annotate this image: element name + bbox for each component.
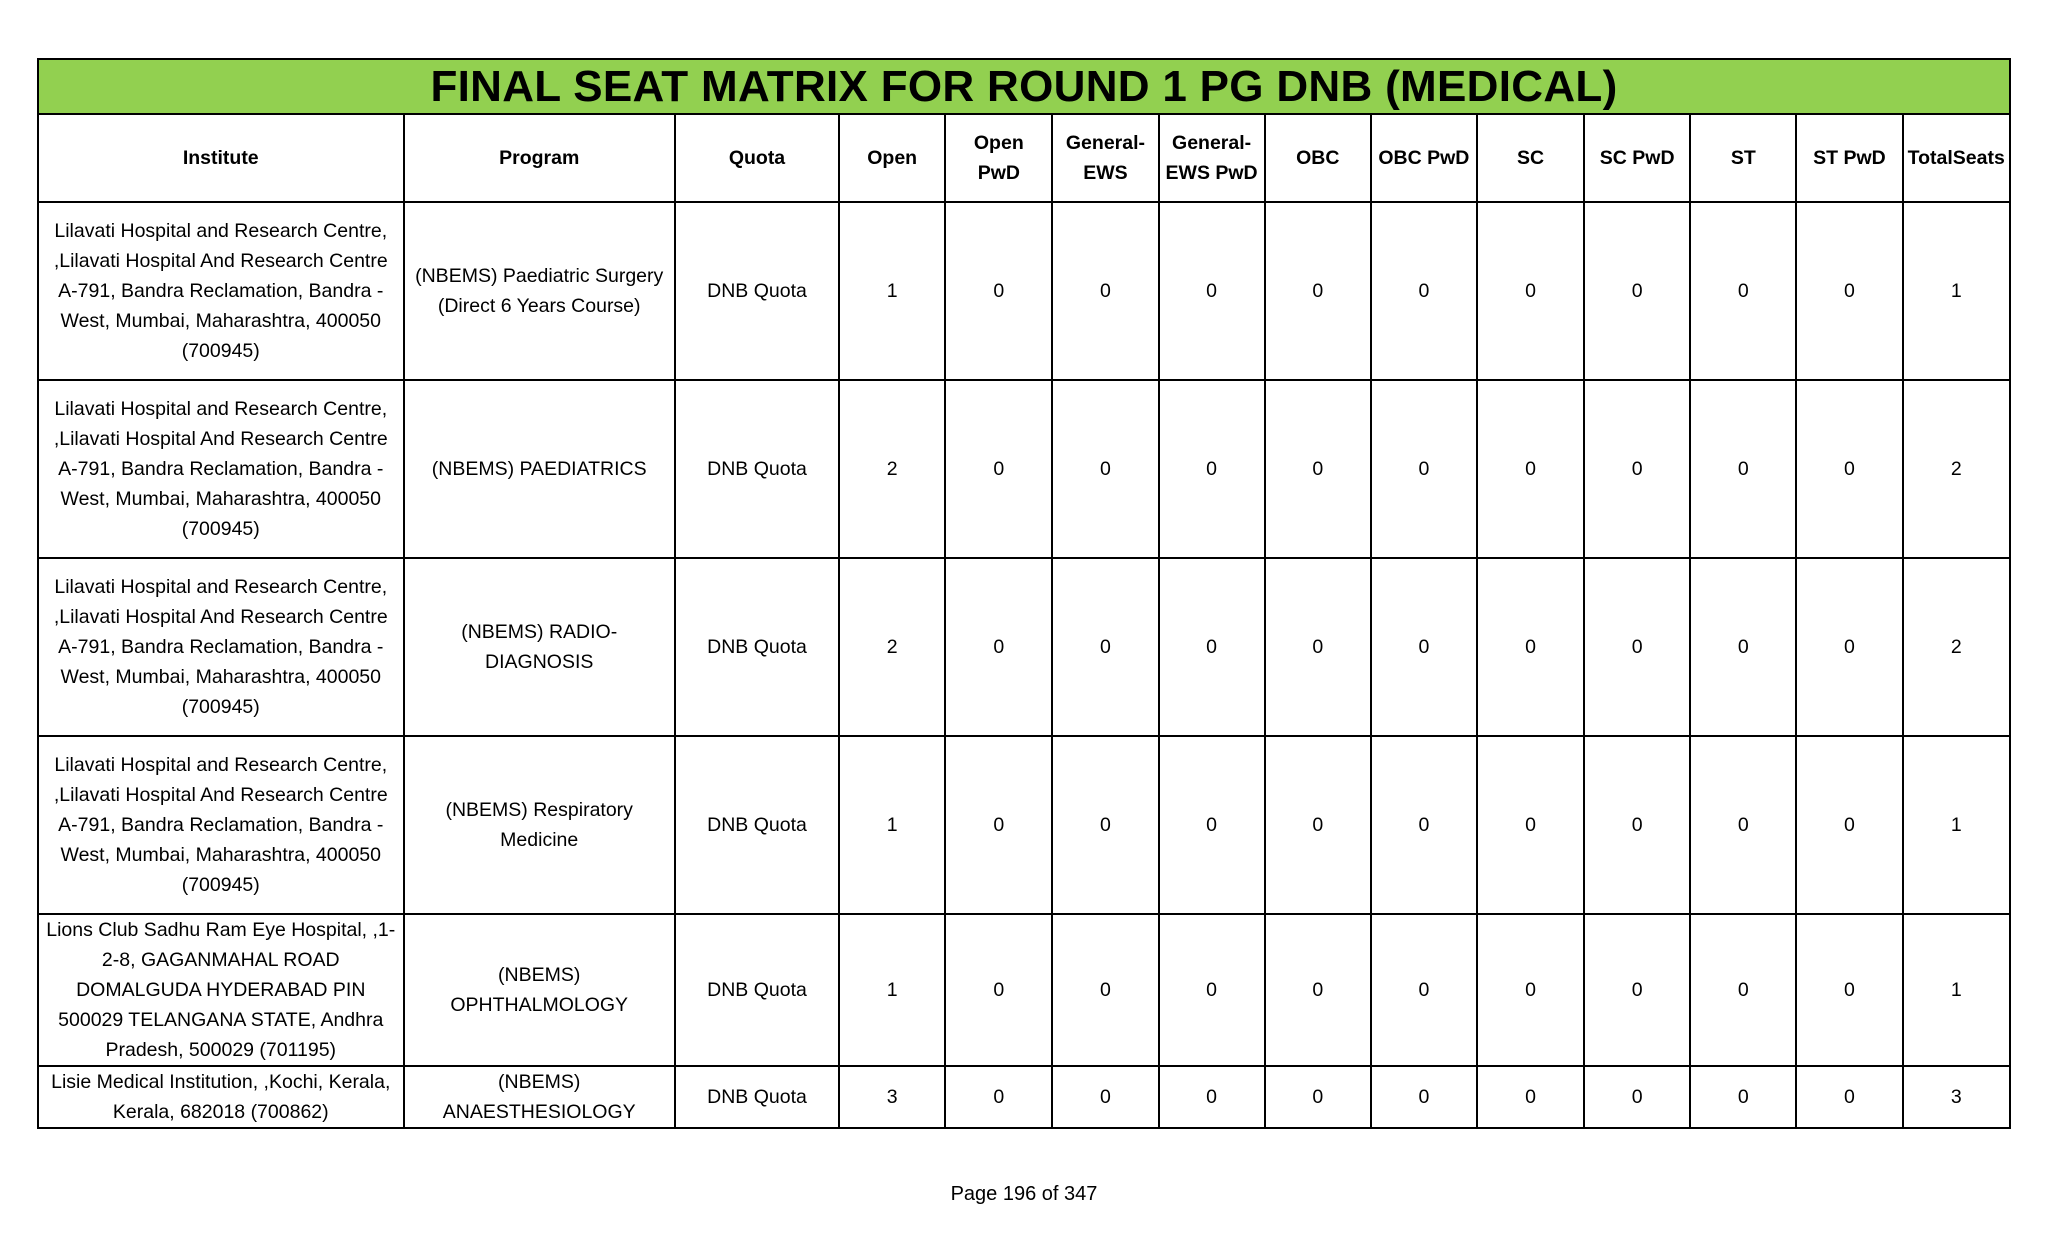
cell-open-pwd: 0	[945, 1066, 1052, 1128]
cell-sc: 0	[1477, 914, 1584, 1066]
cell-sc-pwd: 0	[1584, 202, 1690, 380]
document-title: FINAL SEAT MATRIX FOR ROUND 1 PG DNB (MEDICAL)	[38, 59, 2010, 114]
cell-quota: DNB Quota	[675, 202, 839, 380]
cell-obc-pwd: 0	[1371, 202, 1477, 380]
cell-sc-pwd: 0	[1584, 914, 1690, 1066]
cell-st-pwd: 0	[1796, 1066, 1902, 1128]
cell-st: 0	[1690, 202, 1796, 380]
cell-obc: 0	[1265, 558, 1371, 736]
seat-matrix-table	[37, 58, 2011, 1129]
header-st: ST	[1690, 114, 1796, 202]
cell-open: 1	[839, 914, 945, 1066]
cell-general-ews: 0	[1052, 1066, 1158, 1128]
header-total-seats: TotalSeats	[1903, 114, 2010, 202]
cell-obc-pwd: 0	[1371, 380, 1477, 558]
header-st-pwd: ST PwD	[1796, 114, 1902, 202]
header-obc: OBC	[1265, 114, 1371, 202]
header-sc: SC	[1477, 114, 1584, 202]
cell-program: (NBEMS) PAEDIATRICS	[404, 380, 675, 558]
table-row	[38, 202, 2010, 380]
cell-st: 0	[1690, 914, 1796, 1066]
cell-sc: 0	[1477, 736, 1584, 914]
cell-st-pwd: 0	[1796, 558, 1902, 736]
cell-sc: 0	[1477, 380, 1584, 558]
page-number: Page 196 of 347	[950, 1183, 1098, 1205]
cell-general-ews: 0	[1052, 558, 1158, 736]
cell-st-pwd: 0	[1796, 736, 1902, 914]
cell-obc: 0	[1265, 1066, 1371, 1128]
table-row	[38, 1066, 2010, 1128]
cell-general-ews-pwd: 0	[1159, 736, 1265, 914]
cell-total-seats: 2	[1903, 558, 2010, 736]
cell-total-seats: 2	[1903, 380, 2010, 558]
cell-total-seats: 1	[1903, 914, 2010, 1066]
cell-quota: DNB Quota	[675, 558, 839, 736]
cell-st-pwd: 0	[1796, 914, 1902, 1066]
header-program: Program	[404, 114, 675, 202]
cell-open: 2	[839, 380, 945, 558]
cell-obc-pwd: 0	[1371, 914, 1477, 1066]
cell-open: 3	[839, 1066, 945, 1128]
cell-sc-pwd: 0	[1584, 1066, 1690, 1128]
header-general-ews-pwd: General-EWS PwD	[1159, 114, 1265, 202]
header-row	[38, 114, 2010, 202]
cell-total-seats: 3	[1903, 1066, 2010, 1128]
cell-program: (NBEMS) Paediatric Surgery (Direct 6 Years Course)	[404, 202, 675, 380]
cell-open: 1	[839, 736, 945, 914]
cell-general-ews-pwd: 0	[1159, 914, 1265, 1066]
table-row	[38, 558, 2010, 736]
cell-program: (NBEMS) Respiratory Medicine	[404, 736, 675, 914]
table-row	[38, 380, 2010, 558]
cell-sc: 0	[1477, 202, 1584, 380]
cell-quota: DNB Quota	[675, 380, 839, 558]
cell-st: 0	[1690, 736, 1796, 914]
cell-open-pwd: 0	[945, 914, 1052, 1066]
cell-general-ews: 0	[1052, 914, 1158, 1066]
cell-general-ews: 0	[1052, 202, 1158, 380]
cell-quota: DNB Quota	[675, 1066, 839, 1128]
cell-quota: DNB Quota	[675, 914, 839, 1066]
cell-institute: Lilavati Hospital and Research Centre, ,Lilavati Hospital And Research Centre A-791, Bandra Reclamation, Bandra - West, Mumbai, Maharashtra, 400050 (700945)	[38, 202, 404, 380]
cell-st: 0	[1690, 1066, 1796, 1128]
cell-total-seats: 1	[1903, 202, 2010, 380]
cell-general-ews-pwd: 0	[1159, 558, 1265, 736]
cell-obc: 0	[1265, 380, 1371, 558]
cell-institute: Lilavati Hospital and Research Centre, ,Lilavati Hospital And Research Centre A-791, Bandra Reclamation, Bandra - West, Mumbai, Maharashtra, 400050 (700945)	[38, 736, 404, 914]
cell-program: (NBEMS) ANAESTHESIOLOGY	[404, 1066, 675, 1128]
cell-open-pwd: 0	[945, 736, 1052, 914]
cell-sc-pwd: 0	[1584, 736, 1690, 914]
cell-open: 2	[839, 558, 945, 736]
cell-st-pwd: 0	[1796, 380, 1902, 558]
cell-general-ews: 0	[1052, 736, 1158, 914]
header-open-pwd: Open PwD	[945, 114, 1052, 202]
cell-obc: 0	[1265, 914, 1371, 1066]
cell-general-ews-pwd: 0	[1159, 1066, 1265, 1128]
cell-open-pwd: 0	[945, 202, 1052, 380]
cell-obc: 0	[1265, 202, 1371, 380]
cell-open-pwd: 0	[945, 380, 1052, 558]
cell-general-ews-pwd: 0	[1159, 380, 1265, 558]
table-row	[38, 736, 2010, 914]
cell-obc-pwd: 0	[1371, 736, 1477, 914]
cell-program: (NBEMS) OPHTHALMOLOGY	[404, 914, 675, 1066]
cell-quota: DNB Quota	[675, 736, 839, 914]
header-open: Open	[839, 114, 945, 202]
cell-obc: 0	[1265, 736, 1371, 914]
cell-program: (NBEMS) RADIO-DIAGNOSIS	[404, 558, 675, 736]
cell-obc-pwd: 0	[1371, 558, 1477, 736]
cell-sc: 0	[1477, 558, 1584, 736]
cell-general-ews-pwd: 0	[1159, 202, 1265, 380]
cell-open: 1	[839, 202, 945, 380]
header-quota: Quota	[675, 114, 839, 202]
cell-total-seats: 1	[1903, 736, 2010, 914]
cell-institute: Lilavati Hospital and Research Centre, ,Lilavati Hospital And Research Centre A-791, Bandra Reclamation, Bandra - West, Mumbai, Maharashtra, 400050 (700945)	[38, 380, 404, 558]
header-general-ews: General-EWS	[1052, 114, 1158, 202]
cell-institute: Lions Club Sadhu Ram Eye Hospital, ,1-2-8, GAGANMAHAL ROAD DOMALGUDA HYDERABAD PIN 500029 TELANGANA STATE, Andhra Pradesh, 500029 (701195)	[38, 914, 404, 1066]
cell-general-ews: 0	[1052, 380, 1158, 558]
cell-institute: Lisie Medical Institution, ,Kochi, Kerala, Kerala, 682018 (700862)	[38, 1066, 404, 1128]
cell-open-pwd: 0	[945, 558, 1052, 736]
cell-st: 0	[1690, 558, 1796, 736]
header-obc-pwd: OBC PwD	[1371, 114, 1477, 202]
cell-sc: 0	[1477, 1066, 1584, 1128]
table-row	[38, 914, 2010, 1066]
cell-st-pwd: 0	[1796, 202, 1902, 380]
cell-sc-pwd: 0	[1584, 380, 1690, 558]
header-sc-pwd: SC PwD	[1584, 114, 1690, 202]
cell-sc-pwd: 0	[1584, 558, 1690, 736]
cell-obc-pwd: 0	[1371, 1066, 1477, 1128]
header-institute: Institute	[38, 114, 404, 202]
cell-st: 0	[1690, 380, 1796, 558]
cell-institute: Lilavati Hospital and Research Centre, ,Lilavati Hospital And Research Centre A-791, Bandra Reclamation, Bandra - West, Mumbai, Maharashtra, 400050 (700945)	[38, 558, 404, 736]
